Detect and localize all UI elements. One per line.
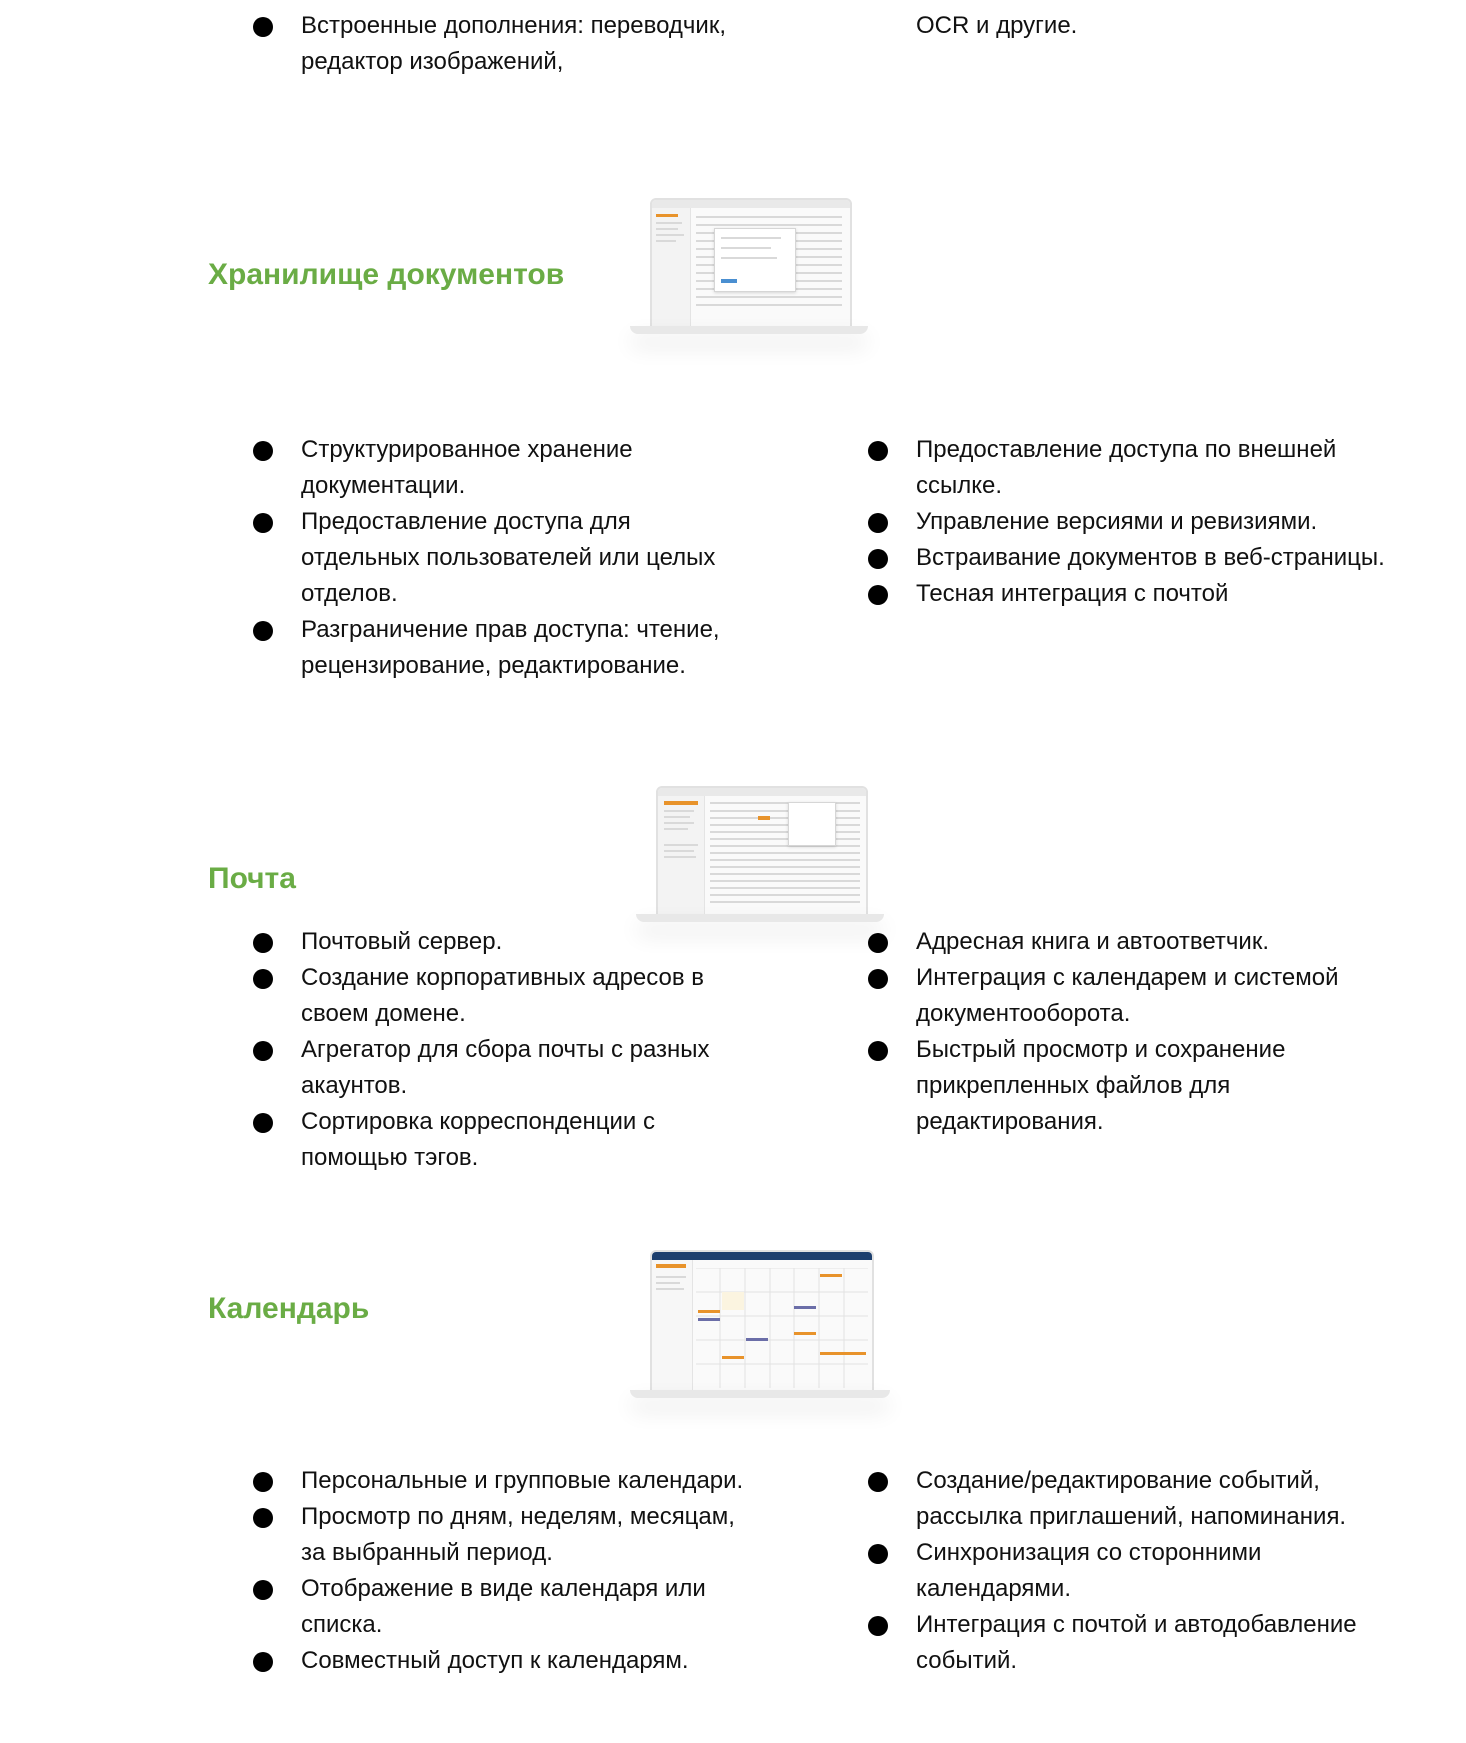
bullet-icon — [868, 1616, 888, 1636]
bullet-icon — [868, 1544, 888, 1564]
mail-list-right — [868, 924, 1388, 1140]
section-title-docs: Хранилище документов — [208, 258, 565, 291]
bullet-icon — [868, 1041, 888, 1061]
bullet-icon — [253, 441, 273, 461]
list-item: Отображение в виде календаря или списка. — [253, 1571, 753, 1643]
docs-list-left — [253, 432, 753, 684]
list-item: Почтовый сервер. — [253, 924, 753, 960]
top-right-text: OCR и другие. — [916, 12, 1078, 39]
bullet-icon — [253, 513, 273, 533]
section-title-mail: Почта — [208, 862, 296, 895]
bullet-icon — [253, 1508, 273, 1528]
list-item: Синхронизация со сторонними календарями. — [868, 1535, 1388, 1607]
list-item: Структурированное хранение документации. — [253, 432, 753, 504]
list-item: Предоставление доступа для отдельных пользователей или целых отделов. — [253, 504, 753, 612]
docs-screenshot — [630, 198, 870, 368]
list-item: Создание корпоративных адресов в своем домене. — [253, 960, 753, 1032]
list-item: Тесная интеграция с почтой — [868, 576, 1388, 612]
list-item: Управление версиями и ревизиями. — [868, 504, 1388, 540]
bullet-icon — [253, 17, 273, 37]
docs-list-right — [868, 432, 1388, 612]
bullet-icon — [868, 585, 888, 605]
bullet-icon — [253, 1041, 273, 1061]
bullet-icon — [868, 441, 888, 461]
bullet-icon — [253, 1580, 273, 1600]
list-item: Агрегатор для сбора почты с разных акаунтов. — [253, 1032, 753, 1104]
calendar-screenshot — [630, 1250, 892, 1410]
bullet-icon — [253, 621, 273, 641]
bullet-icon — [868, 549, 888, 569]
bullet-icon — [868, 933, 888, 953]
bullet-icon — [253, 933, 273, 953]
list-item: Встроенные дополнения: переводчик, редактор изображений, — [253, 8, 753, 80]
list-item: Встраивание документов в веб-страницы. — [868, 540, 1388, 576]
bullet-icon — [253, 1652, 273, 1672]
list-item: Адресная книга и автоответчик. — [868, 924, 1388, 960]
calendar-list-right — [868, 1463, 1388, 1679]
calendar-list-left — [253, 1463, 753, 1679]
bullet-icon — [868, 969, 888, 989]
mail-screenshot — [636, 786, 886, 936]
list-item: Совместный доступ к календарям. — [253, 1643, 753, 1679]
mail-list-left — [253, 924, 753, 1176]
bullet-icon — [868, 513, 888, 533]
bullet-icon — [253, 1113, 273, 1133]
bullet-icon — [868, 1472, 888, 1492]
bullet-icon — [253, 969, 273, 989]
list-item: Разграничение прав доступа: чтение, рецензирование, редактирование. — [253, 612, 753, 684]
list-item: Интеграция с почтой и автодобавление событий. — [868, 1607, 1388, 1679]
list-item: Предоставление доступа по внешней ссылке. — [868, 432, 1388, 504]
bullet-icon — [253, 1472, 273, 1492]
top-list-left — [253, 8, 753, 80]
list-item: Быстрый просмотр и сохранение прикрепленных файлов для редактирования. — [868, 1032, 1388, 1140]
list-item: Персональные и групповые календари. — [253, 1463, 753, 1499]
list-item: Интеграция с календарем и системой документооборота. — [868, 960, 1388, 1032]
list-item: Сортировка корреспонденции с помощью тэгов. — [253, 1104, 753, 1176]
section-title-calendar: Календарь — [208, 1292, 370, 1325]
list-item: Создание/редактирование событий, рассылка приглашений, напоминания. — [868, 1463, 1388, 1535]
list-item: Просмотр по дням, неделям, месяцам, за выбранный период. — [253, 1499, 753, 1571]
